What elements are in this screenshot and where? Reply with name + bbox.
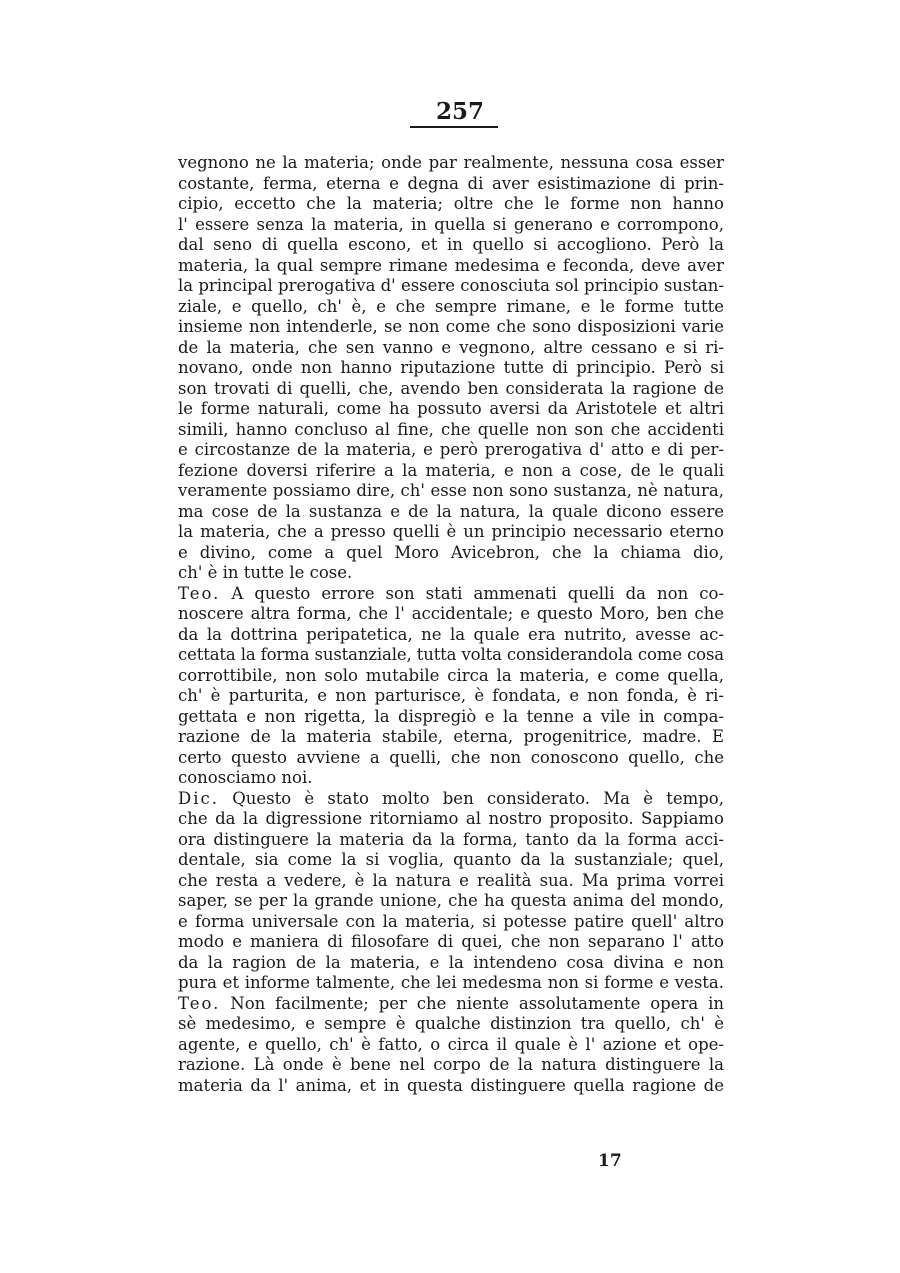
line-text: la materia, che a presso quelli è un principio necessario eterno — [178, 522, 724, 541]
text-line — [178, 297, 724, 318]
text-line — [178, 850, 724, 871]
line-text: gettata e non rigetta, la dispregiò e la tenne a vile in compa- — [178, 706, 724, 726]
line-text: agente, e quello, ch' è fatto, o circa il quale è l' azione et ope- — [178, 1034, 724, 1054]
text-line — [178, 317, 724, 338]
text-line — [178, 1076, 724, 1097]
line-text: pura et informe talmente, che lei medesma non si forme e vesta. — [178, 973, 724, 992]
text-line — [178, 871, 724, 892]
speaker-label: Teo. — [178, 993, 221, 1013]
text-line — [178, 994, 724, 1015]
header-rule — [410, 126, 498, 128]
text-line — [178, 768, 724, 789]
text-line — [178, 194, 724, 215]
line-text: Non facilmente; per che niente assolutamente opera in — [220, 993, 724, 1013]
text-line — [178, 256, 724, 277]
text-line — [178, 440, 724, 461]
text-line — [178, 686, 724, 707]
text-line — [178, 1035, 724, 1056]
line-text: razione. Là onde è bene nel corpo de la natura distinguere la — [178, 1055, 724, 1074]
line-text: veramente possiamo dire, ch' esse non sono sustanza, nè natura, — [178, 481, 724, 500]
text-line — [178, 707, 724, 728]
text-line — [178, 809, 724, 830]
text-line — [178, 973, 724, 994]
line-text: A questo errore son stati ammenati quelli da non co- — [220, 583, 724, 603]
line-text: ch' è parturita, e non parturisce, è fondata, e non fonda, è ri- — [178, 686, 724, 705]
text-line — [178, 932, 724, 953]
line-text: fezione doversi riferire a la materia, e non a cose, de le quali — [178, 460, 724, 480]
text-line — [178, 645, 724, 666]
line-text: saper, se per la grande unione, che ha questa anima del mondo, — [178, 891, 724, 910]
text-line — [178, 481, 724, 502]
text-line — [178, 666, 724, 687]
line-text: e circostanze de la materia, e però prerogativa d' atto e di per- — [178, 440, 724, 459]
line-text: novano, onde non hanno riputazione tutte di principio. Però si — [178, 358, 724, 377]
line-text: l' essere senza la materia, in quella si generano e corrompono, — [178, 214, 724, 234]
line-text: la principal prerogativa d' essere conosciuta sol principio sustan- — [178, 276, 724, 295]
line-text: modo e maniera di filosofare di quei, che non separano l' atto — [178, 932, 724, 951]
text-line — [178, 891, 724, 912]
line-text: da la ragion de la materia, e la intendeno cosa divina e non — [178, 952, 724, 972]
line-text: dentale, sia come la si voglia, quanto da la sustanziale; quel, — [178, 850, 724, 869]
text-line — [178, 276, 724, 297]
text-line — [178, 604, 724, 625]
line-text: Questo è stato molto ben considerato. Ma è tempo, — [219, 788, 724, 808]
line-text: de la materia, che sen vanno e vegnono, altre cessano e si ri- — [178, 337, 724, 357]
line-text: ora distinguere la materia da la forma, tanto da la forma acci- — [178, 829, 724, 849]
line-text: son trovati di quelli, che, avendo ben considerata la ragione de — [178, 378, 724, 398]
text-line — [178, 563, 724, 584]
page-number: 257 — [435, 98, 484, 125]
text-line — [178, 420, 724, 441]
text-line — [178, 830, 724, 851]
text-line — [178, 358, 724, 379]
text-line — [178, 153, 724, 174]
text-line — [178, 789, 724, 810]
text-line — [178, 727, 724, 748]
text-line — [178, 399, 724, 420]
text-line — [178, 543, 724, 564]
speaker-label: Dic. — [178, 788, 219, 808]
text-line — [178, 338, 724, 359]
line-text: ziale, e quello, ch' è, e che sempre rimane, e le forme tutte — [178, 296, 724, 316]
body-text — [178, 153, 724, 1096]
line-text: costante, ferma, eterna e degna di aver esistimazione di prin- — [178, 173, 724, 193]
line-text: certo questo avviene a quelli, che non conoscono quello, che — [178, 747, 724, 767]
line-text: ma cose de la sustanza e de la natura, la quale dicono essere — [178, 501, 724, 521]
text-line — [178, 174, 724, 195]
line-text: le forme naturali, come ha possuto aversi da Aristotele et altri — [178, 399, 724, 418]
line-text: e divino, come a quel Moro Avicebron, che la chiama dio, — [178, 542, 724, 562]
text-line — [178, 748, 724, 769]
line-text: ch' è in tutte le cose. — [178, 563, 353, 582]
line-text: e forma universale con la materia, si potesse patire quell' altro — [178, 911, 724, 931]
text-line — [178, 379, 724, 400]
line-text: materia da l' anima, et in questa distinguere quella ragione de — [178, 1075, 724, 1095]
text-line — [178, 625, 724, 646]
text-line — [178, 912, 724, 933]
text-line — [178, 584, 724, 605]
text-line — [178, 953, 724, 974]
line-text: sè medesimo, e sempre è qualche distinzion tra quello, ch' è — [178, 1014, 724, 1033]
text-line — [178, 502, 724, 523]
line-text: cipio, eccetto che la materia; oltre che le forme non hanno — [178, 194, 724, 213]
line-text: materia, la qual sempre rimane medesima e feconda, deve aver — [178, 255, 724, 275]
line-text: insieme non intenderle, se non come che sono disposizioni varie — [178, 317, 724, 336]
text-line — [178, 1014, 724, 1035]
line-text: simili, hanno concluso al fine, che quelle non son che accidenti — [178, 419, 724, 439]
line-text: da la dottrina peripatetica, ne la quale era nutrito, avesse ac- — [178, 624, 724, 644]
text-line — [178, 522, 724, 543]
text-line — [178, 461, 724, 482]
line-text: dal seno di quella escono, et in quello si accogliono. Però la — [178, 235, 724, 254]
line-text: noscere altra forma, che l' accidentale; e questo Moro, ben che — [178, 604, 724, 623]
line-text: conosciamo noi. — [178, 768, 313, 787]
line-text: che da la digressione ritorniamo al nostro proposito. Sappiamo — [178, 809, 724, 828]
line-text: razione de la materia stabile, eterna, progenitrice, madre. E — [178, 727, 724, 746]
line-text: vegnono ne la materia; onde par realmente, nessuna cosa esser — [178, 153, 724, 172]
line-text: che resta a vedere, è la natura e realità sua. Ma prima vorrei — [178, 870, 724, 890]
text-line — [178, 215, 724, 236]
text-line — [178, 235, 724, 256]
line-text: cettata la forma sustanziale, tutta volta considerandola come cosa — [178, 645, 725, 664]
speaker-label: Teo. — [178, 583, 221, 603]
text-line — [178, 1055, 724, 1076]
signature-mark: 17 — [598, 1151, 622, 1171]
line-text: corrottibile, non solo mutabile circa la materia, e come quella, — [178, 665, 724, 685]
